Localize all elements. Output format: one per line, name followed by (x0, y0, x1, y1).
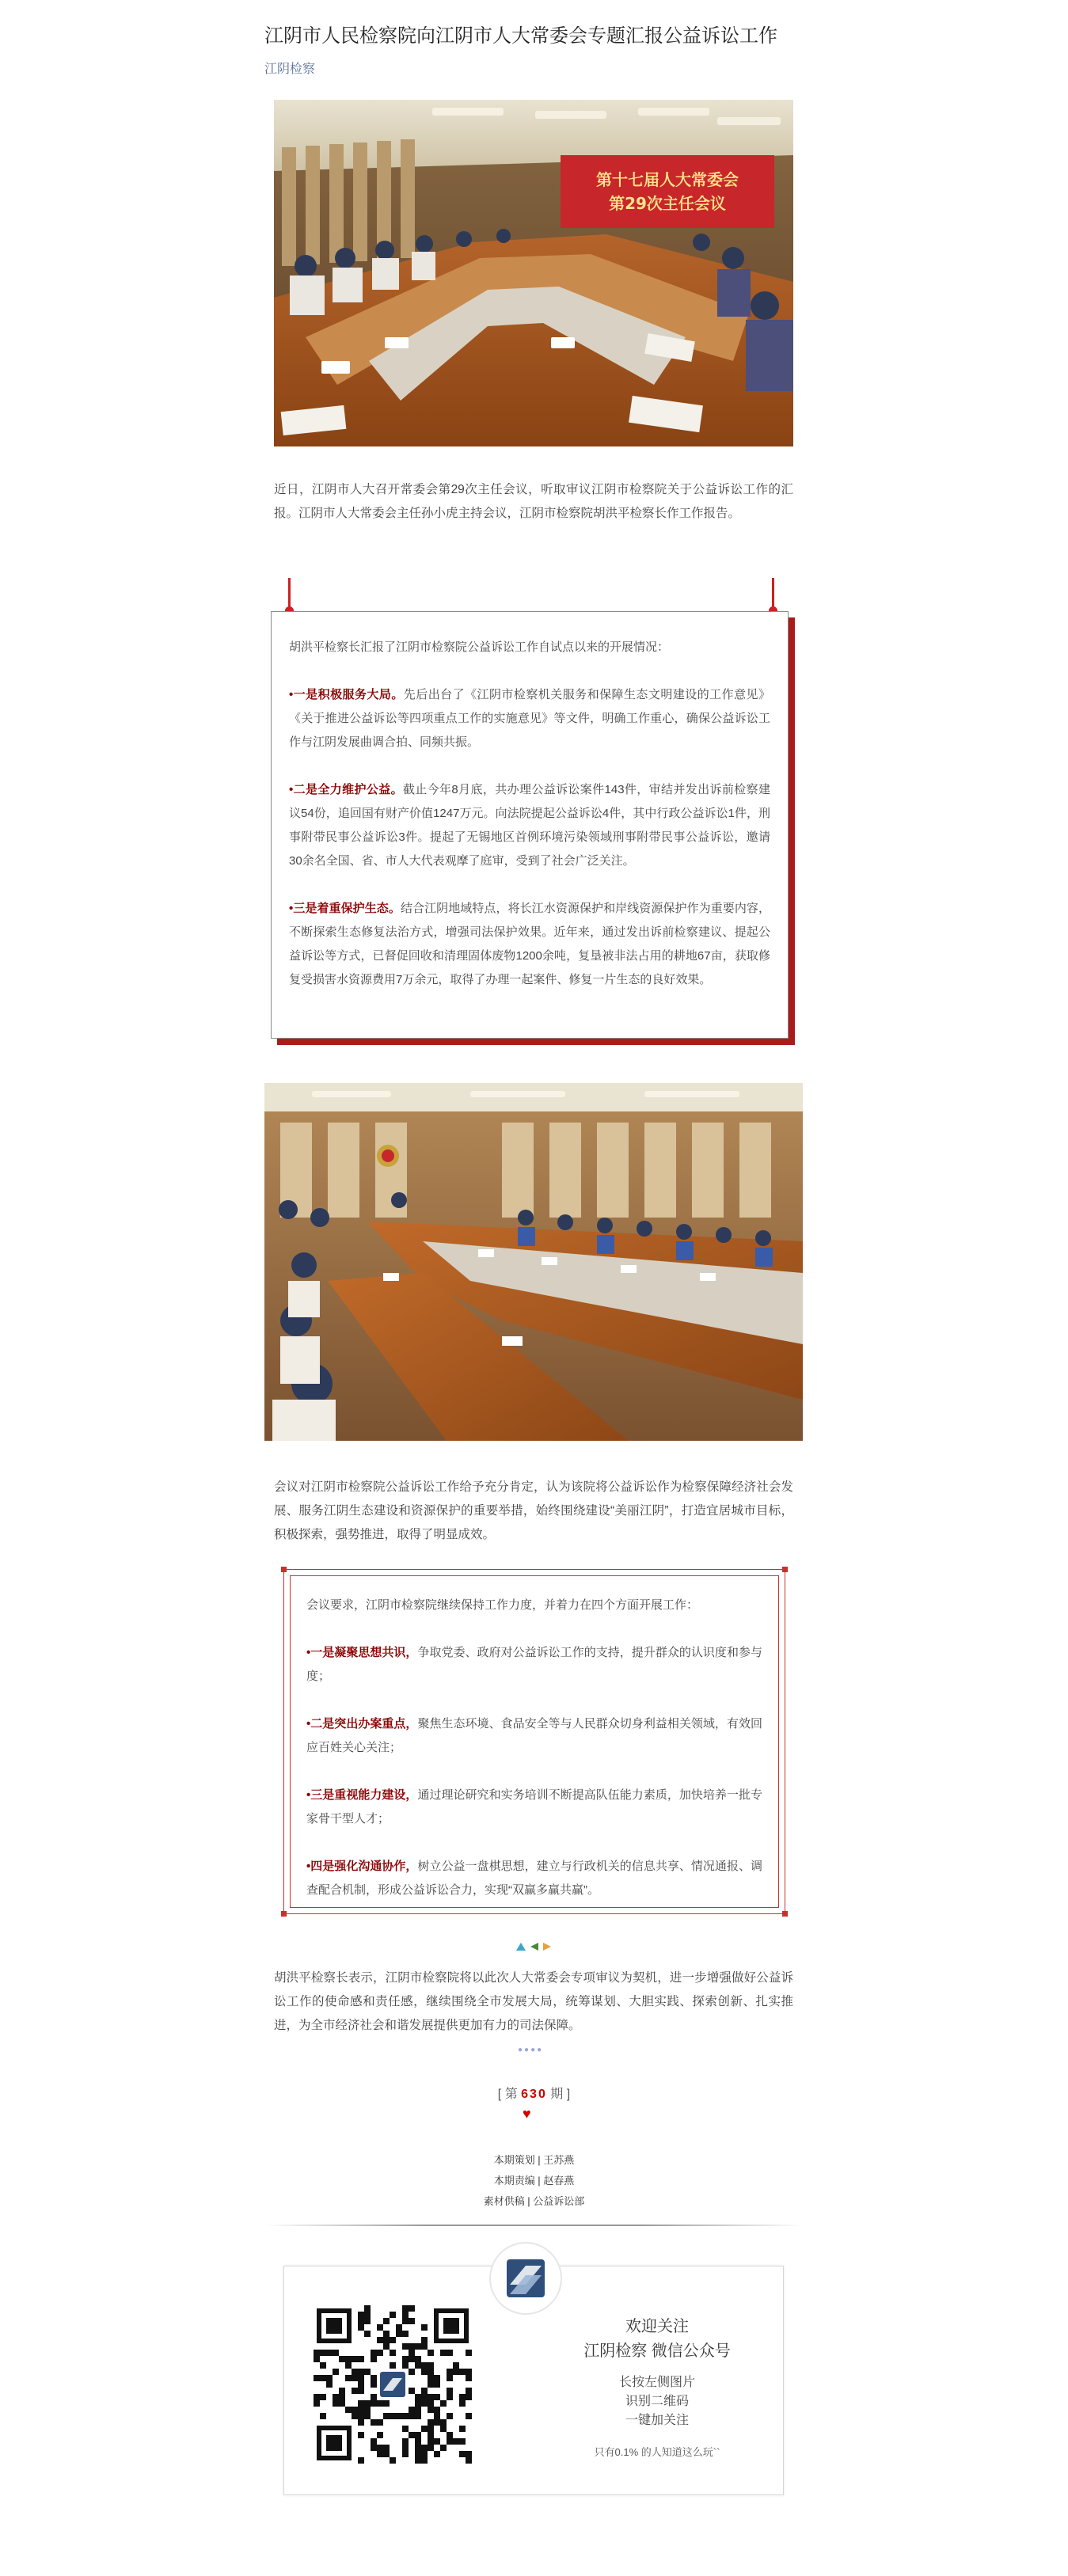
qr-code[interactable] (314, 2305, 472, 2464)
box2-item-4 (306, 1855, 762, 1902)
requirements-box (290, 1575, 779, 1908)
box1-item-2 (289, 778, 770, 873)
box2-corner-tr (782, 1567, 788, 1572)
box1-item-1-text: 先后出台了《江阴市检察机关服务和保障生态文明建设的工作意见》《关于推进公益诉讼等四项重点工作的实施意见》等文件，明确工作重心，确保公益诉讼工作与江阴发展曲调合拍、同频共振。 (289, 688, 770, 749)
heart-icon: ♥ (523, 2106, 531, 2122)
meeting-photo-2 (264, 1083, 803, 1441)
box2-corner-bl (281, 1911, 287, 1917)
box1-item-1-lead: •一是积极服务大局。 (289, 688, 404, 701)
triangle-divider (515, 1941, 554, 1954)
qr-code-icon (314, 2305, 472, 2464)
box2-item-1-text: 争取党委、政府对公益诉讼工作的支持，提升群众的认识度和参与度； (306, 1646, 762, 1683)
issue-suffix: 期 ] (546, 2088, 571, 2101)
meeting-photo-1-drawing (274, 100, 793, 446)
box2-item-2 (306, 1712, 762, 1760)
follow-line-5: 一键加关注 (625, 2414, 689, 2427)
box2-item-3-lead: •三是重视能力建设， (306, 1788, 418, 1802)
box1-item-2-text: 截止今年8月底，共办理公益诉讼案件143件，审结并发出诉前检察建议54份，追回国有财产价值1247万元。向法院提起公益诉讼4件，其中行政公益诉讼1件，刑事附带民事公益诉讼3件。提起了无锡地区首例环境污染领域刑事附带民事公益诉讼，邀请30余名全国、省、市人大代表观摩了庭审，受到了社会广泛关注。 (289, 783, 770, 868)
box1-item-1 (289, 683, 770, 754)
closing-paragraph: 胡洪平检察长表示，江阴市检察院将以此次人大常委会专项审议为契机，进一步增强做好公益诉讼工作的使命感和责任感，继续围绕全市发展大局，统筹谋划、大胆实践、探索创新、扎实推进，为全市经济社会和谐发展提供更加有力的司法保障。 (274, 1971, 793, 2032)
box1-intro: 胡洪平检察长汇报了江阴市检察院公益诉讼工作自试点以来的开展情况： (289, 640, 670, 654)
procuratorate-logo-icon (491, 2244, 561, 2313)
box2-item-2-text: 聚焦生态环境、食品安全等与人民群众切身利益相关领域，有效回应百姓关心关注； (306, 1717, 762, 1754)
box2-corner-br (782, 1911, 788, 1917)
follow-line-3: 长按左侧图片 (618, 2376, 695, 2389)
issue-prefix: [ 第 (497, 2088, 522, 2101)
divider-line (264, 2225, 803, 2226)
box2-item-3-text: 通过理论研究和实务培训不断提高队伍能力素质，加快培养一批专家骨干型人才； (306, 1788, 762, 1826)
box1-item-3-lead: •三是着重保护生态。 (289, 902, 401, 915)
follow-line-1: 欢迎关注 (625, 2318, 689, 2335)
follow-line-2: 江阴检察 微信公众号 (583, 2342, 731, 2360)
banner-line-1: 第十七届人大常委会 (596, 170, 739, 189)
banner-line-2: 第29次主任会议 (609, 194, 726, 213)
box2-item-4-lead: •四是强化沟通协作， (306, 1860, 418, 1873)
affirmation-paragraph: 会议对江阴市检察院公益诉讼工作给予充分肯定，认为该院将公益诉讼作为检察保障经济社会发展、服务江阴生态建设和资源保护的重要举措，始终围绕建设“美丽江阴”，打造宜居城市目标，积极探索，强势推进，取得了明显成效。 (274, 1480, 793, 1541)
box2-item-1-lead: •一是凝聚思想共识， (306, 1646, 418, 1659)
box2-item-3 (306, 1784, 762, 1831)
logo-badge (489, 2242, 562, 2315)
credits (0, 2150, 1068, 2212)
dots-divider-icon: ●●●● (518, 2046, 544, 2054)
box2-item-2-lead: •二是突出办案重点， (306, 1717, 418, 1731)
meeting-photo-2-drawing (264, 1083, 803, 1441)
issue-number (0, 2084, 1068, 2102)
box1-item-3 (289, 897, 770, 992)
report-summary-box (271, 611, 789, 1039)
box1-item-2-lead: •二是全力维护公益。 (289, 783, 403, 796)
follow-line-6: 只有0.1% 的人知道这么玩`` (594, 2446, 720, 2458)
author-link[interactable]: 江阴检察 (264, 63, 316, 76)
box2-intro: 会议要求，江阴市检察院继续保持工作力度，并着力在四个方面开展工作： (306, 1598, 699, 1612)
box1-item-3-text: 结合江阴地域特点，将长江水资源保护和岸线资源保护作为重要内容，不断探索生态修复法治方式，增强司法保护效果。近年来，通过发出诉前检察建议、提起公益诉讼等方式，已督促回收和清理固体废物1200余吨，复垦被非法占用的耕地67亩，获取修复受损害水资源费用7万余元，取得了办理一起案件、修复一片生态的良好效果。 (289, 902, 770, 986)
credit-planner: 本期策划 | 王苏燕 (493, 2154, 575, 2166)
credit-editor: 本期责编 | 赵春燕 (493, 2175, 575, 2187)
meeting-photo-1 (274, 100, 793, 446)
box2-corner-tl (281, 1567, 287, 1572)
box2-item-4-text: 树立公益一盘棋思想，建立与行政机关的信息共享、情况通报、调查配合机制，形成公益诉讼合力，实现“双赢多赢共赢”。 (306, 1860, 762, 1897)
issue-num: 630 (521, 2088, 547, 2101)
triangle-icons (515, 1941, 554, 1954)
article-title: 江阴市人民检察院向江阴市人大常委会专题汇报公益诉讼工作 (264, 25, 777, 47)
credit-source: 素材供稿 | 公益诉讼部 (483, 2195, 585, 2207)
intro-paragraph: 近日，江阴市人大召开常委会第29次主任会议，听取审议江阴市检察院关于公益诉讼工作的汇报。江阴市人大常委会主任孙小虎主持会议，江阴市检察院胡洪平检察长作工作报告。 (274, 483, 793, 520)
follow-text (554, 2315, 760, 2460)
box2-item-1 (306, 1641, 762, 1689)
follow-line-4: 识别二维码 (625, 2395, 689, 2408)
